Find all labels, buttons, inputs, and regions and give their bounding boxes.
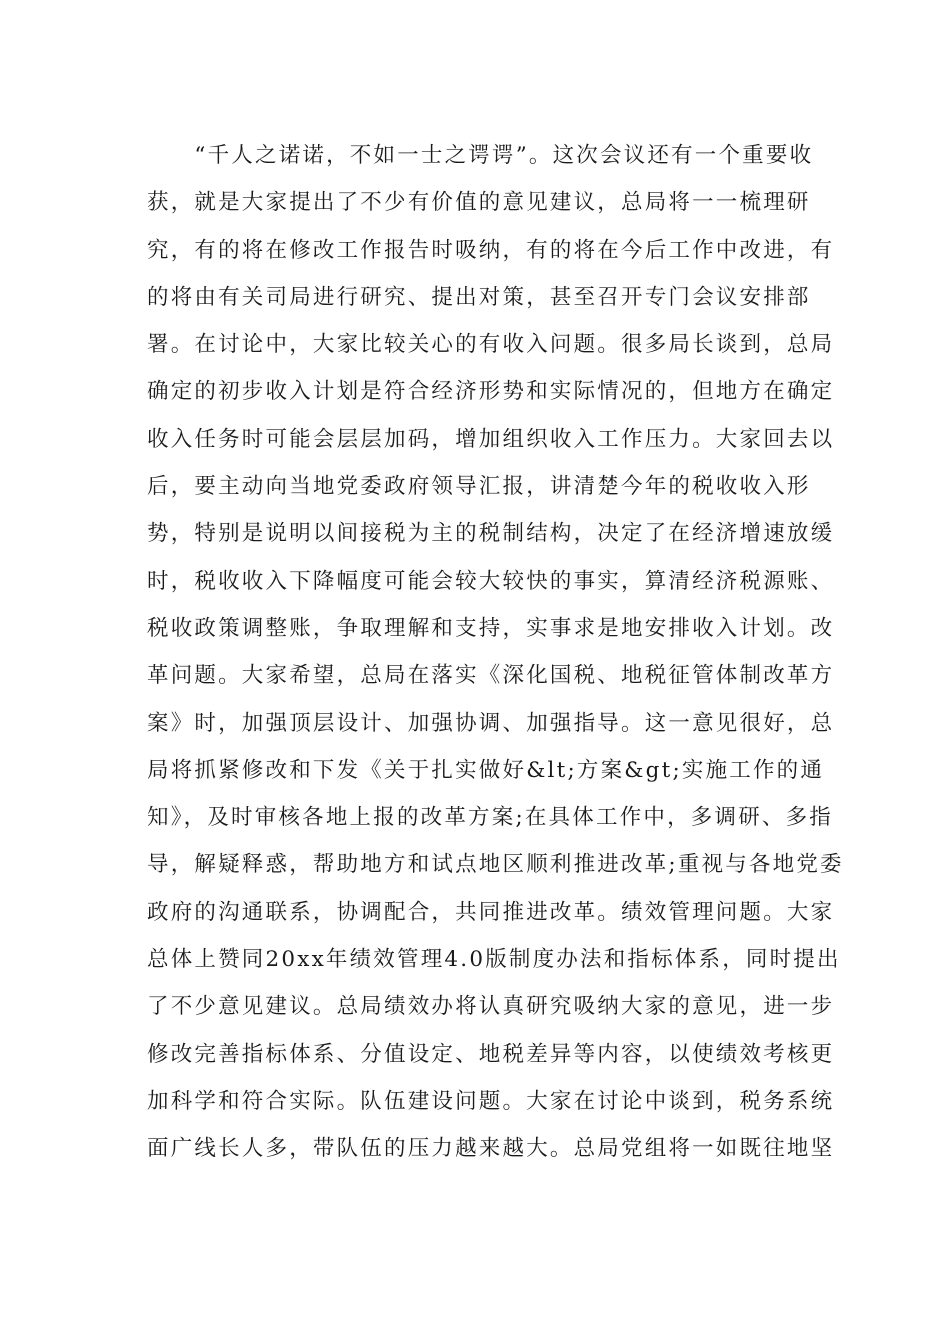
text-line: 加科学和符合实际。队伍建设问题。大家在讨论中谈到，税务系统 — [147, 1088, 835, 1114]
text-line: 修改完善指标体系、分值设定、地税差异等内容，以使绩效考核更 — [147, 1041, 835, 1067]
text-line: 确定的初步收入计划是符合经济形势和实际情况的，但地方在确定 — [147, 379, 835, 405]
text-line: 势，特别是说明以间接税为主的税制结构，决定了在经济增速放缓 — [147, 521, 835, 547]
text-line: 税收政策调整账，争取理解和支持，实事求是地安排收入计划。改 — [147, 615, 835, 641]
text-line: 后，要主动向当地党委政府领导汇报，讲清楚今年的税收收入形 — [147, 474, 811, 500]
text-line: 署。在讨论中，大家比较关心的有收入问题。很多局长谈到，总局 — [147, 332, 835, 358]
text-line: 总体上赞同20xx年绩效管理4.0版制度办法和指标体系，同时提出 — [147, 947, 841, 973]
text-line: 了不少意见建议。总局绩效办将认真研究吸纳大家的意见，进一步 — [147, 994, 835, 1020]
text-line: 的将由有关司局进行研究、提出对策，甚至召开专门会议安排部 — [147, 284, 811, 310]
text-line: 时，税收收入下降幅度可能会较大较快的事实，算清经济税源账、 — [147, 568, 835, 594]
text-line: 面广线长人多，带队伍的压力越来越大。总局党组将一如既往地坚 — [147, 1136, 835, 1162]
body-paragraph — [147, 132, 844, 1173]
text-line: 政府的沟通联系，协调配合，共同推进改革。绩效管理问题。大家 — [147, 899, 835, 925]
text-line: 究，有的将在修改工作报告时吸纳，有的将在今后工作中改进，有 — [147, 237, 835, 263]
text-line: 获，就是大家提出了不少有价值的意见建议，总局将一一梳理研 — [147, 190, 811, 216]
text-line: 局将抓紧修改和下发《关于扎实做好&lt;方案&gt;实施工作的通 — [147, 757, 825, 783]
text-line: 收入任务时可能会层层加码，增加组织收入工作压力。大家回去以 — [147, 426, 835, 452]
text-line: 案》时，加强顶层设计、加强协调、加强指导。这一意见很好，总 — [147, 710, 835, 736]
text-line: “千人之诺诺，不如一士之谔谔”。这次会议还有一个重要收 — [147, 143, 814, 168]
text-line: 革问题。大家希望，总局在落实《深化国税、地税征管体制改革方 — [147, 663, 835, 689]
text-line: 导，解疑释惑，帮助地方和试点地区顺利推进改革;重视与各地党委 — [147, 852, 844, 878]
text-line: 知》，及时审核各地上报的改革方案;在具体工作中，多调研、多指 — [147, 805, 833, 831]
